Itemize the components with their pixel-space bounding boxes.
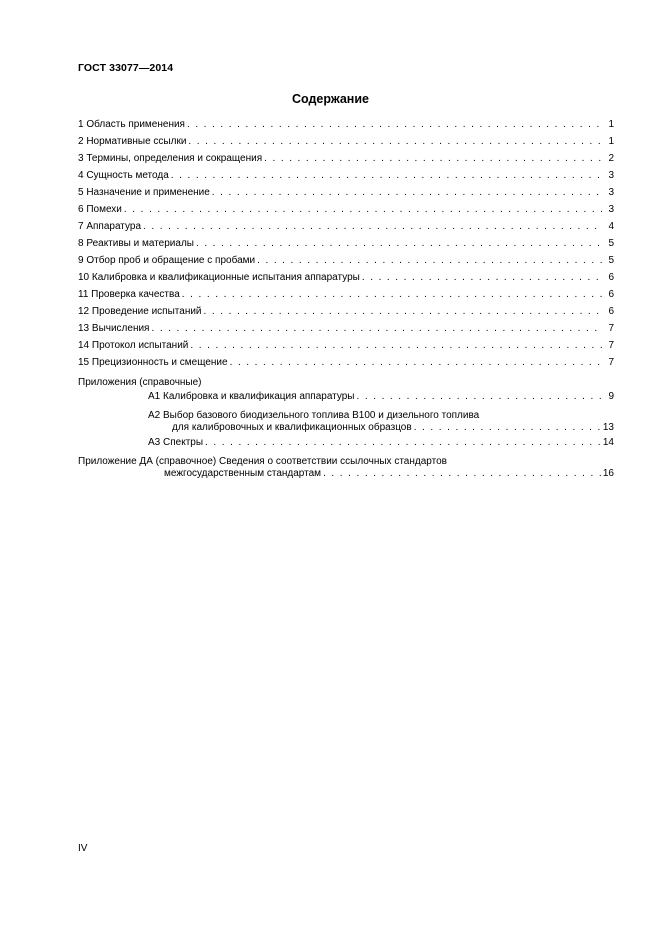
toc-leader-dots — [124, 204, 602, 215]
toc-entry-title: 3 Термины, определения и сокращения — [78, 153, 263, 164]
toc-leader-dots — [362, 272, 602, 283]
toc-entry-page: 5 — [608, 238, 614, 249]
toc-entry-page: 16 — [602, 468, 614, 479]
toc-entry[interactable] — [78, 255, 614, 272]
toc-leader-dots — [205, 437, 601, 448]
toc-entry-title: 14 Протокол испытаний — [78, 340, 189, 351]
toc-leader-dots — [264, 153, 602, 164]
toc-leader-dots — [143, 221, 602, 232]
toc-entry[interactable] — [78, 204, 614, 221]
toc-leader-dots — [204, 306, 602, 317]
page-number: IV — [78, 843, 88, 854]
toc-entry[interactable] — [78, 323, 614, 340]
toc-entry-appendix-a2[interactable] — [148, 409, 614, 437]
toc-entry-continuation — [164, 468, 614, 483]
toc-entry-title: 15 Прецизионность и смещение — [78, 357, 228, 368]
toc-leader-dots — [196, 238, 602, 249]
toc-leader-dots — [323, 468, 601, 479]
toc-entry-title-line1: Приложение ДА (справочное) Сведения о соответствии ссылочных стандартов — [78, 456, 447, 467]
toc-entry-page: 4 — [608, 221, 614, 232]
table-of-contents — [78, 119, 614, 483]
toc-entry[interactable] — [78, 306, 614, 323]
toc-leader-dots — [257, 255, 602, 266]
toc-entry-page: 5 — [608, 255, 614, 266]
toc-entry-appendix-da[interactable] — [78, 455, 614, 483]
toc-entry-title-line2: для калибровочных и квалификационных образцов — [172, 422, 412, 433]
toc-entry-appendix-a3[interactable] — [148, 437, 614, 454]
toc-entry-title: 12 Проведение испытаний — [78, 306, 202, 317]
toc-entry-page: 7 — [608, 357, 614, 368]
toc-entry[interactable] — [78, 238, 614, 255]
toc-entry-title: 10 Калибровка и квалификационные испытания аппаратуры — [78, 272, 360, 283]
toc-entry-title: 13 Вычисления — [78, 323, 150, 334]
toc-leader-dots — [188, 136, 602, 147]
toc-entry-title-line1: А2 Выбор базового биодизельного топлива В100 и дизельного топлива — [148, 410, 480, 421]
toc-entry[interactable] — [78, 340, 614, 357]
toc-entry-appendix-a1[interactable] — [148, 391, 614, 408]
toc-entry-title: 7 Аппаратура — [78, 221, 142, 232]
toc-entry[interactable] — [78, 289, 614, 306]
toc-entry-page: 6 — [608, 289, 614, 300]
toc-entry[interactable] — [78, 357, 614, 374]
toc-entry-page: 7 — [608, 340, 614, 351]
toc-entry-page: 1 — [608, 136, 614, 147]
toc-entry-page: 14 — [602, 437, 614, 448]
toc-entry-title: А1 Калибровка и квалификация аппаратуры — [148, 391, 355, 402]
toc-entry-page: 13 — [602, 422, 614, 433]
toc-entry-page: 3 — [608, 187, 614, 198]
toc-entry-page: 3 — [608, 170, 614, 181]
toc-leader-dots — [171, 170, 602, 181]
toc-entry-page: 2 — [608, 153, 614, 164]
toc-entry-page: 9 — [608, 391, 614, 402]
toc-entry-title: А3 Спектры — [148, 437, 204, 448]
toc-entry-title: 11 Проверка качества — [78, 289, 180, 300]
toc-entry-title: 1 Область применения — [78, 119, 185, 130]
toc-entry-title-line2: межгосударственным стандартам — [164, 468, 322, 479]
toc-entry-title: 9 Отбор проб и обращение с пробами — [78, 255, 256, 266]
toc-leader-dots — [182, 289, 602, 300]
toc-entry-page: 1 — [608, 119, 614, 130]
toc-entry-page: 3 — [608, 204, 614, 215]
toc-entry-page: 6 — [608, 272, 614, 283]
toc-entry-title: 2 Нормативные ссылки — [78, 136, 187, 147]
toc-leader-dots — [212, 187, 602, 198]
appendix-heading: Приложения (справочные) — [78, 377, 202, 388]
toc-entry[interactable] — [78, 153, 614, 170]
toc-leader-dots — [151, 323, 602, 334]
toc-leader-dots — [230, 357, 602, 368]
toc-leader-dots — [357, 391, 603, 402]
toc-title: Содержание — [291, 92, 369, 106]
toc-entry[interactable] — [78, 119, 614, 136]
document-id: ГОСТ 33077—2014 — [78, 62, 174, 74]
toc-entry-title: 4 Сущность метода — [78, 170, 169, 181]
toc-entry[interactable] — [78, 221, 614, 238]
toc-entry-title: 5 Назначение и применение — [78, 187, 210, 198]
toc-entry[interactable] — [78, 136, 614, 153]
toc-entry-title: 6 Помехи — [78, 204, 122, 215]
toc-leader-dots — [190, 340, 602, 351]
toc-leader-dots — [414, 422, 601, 433]
toc-leader-dots — [187, 119, 602, 130]
toc-entry[interactable] — [78, 187, 614, 204]
toc-entry-title: 8 Реактивы и материалы — [78, 238, 194, 249]
toc-entry[interactable] — [78, 170, 614, 187]
toc-entry-page: 7 — [608, 323, 614, 334]
toc-entry-page: 6 — [608, 306, 614, 317]
toc-entry-continuation — [172, 422, 614, 437]
toc-entry[interactable] — [78, 272, 614, 289]
